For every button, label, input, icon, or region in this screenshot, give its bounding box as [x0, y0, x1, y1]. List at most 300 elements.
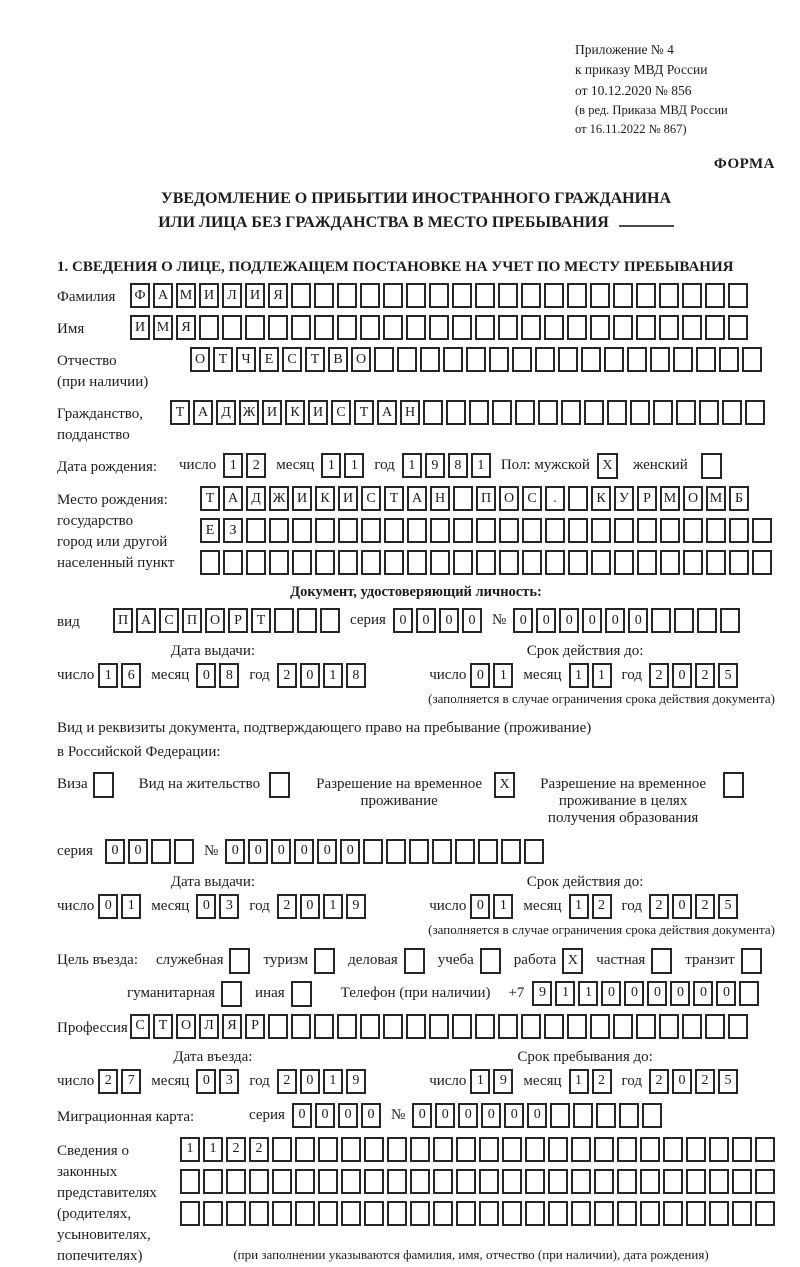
- char-box[interactable]: 0: [292, 1103, 312, 1128]
- char-box[interactable]: [617, 1169, 637, 1194]
- study-checkbox[interactable]: [480, 948, 501, 974]
- char-box[interactable]: [387, 1137, 407, 1162]
- char-box[interactable]: [423, 400, 443, 425]
- char-box[interactable]: [203, 1201, 223, 1226]
- char-box[interactable]: 0: [294, 839, 314, 864]
- char-box[interactable]: [320, 608, 340, 633]
- char-box[interactable]: [705, 1014, 725, 1039]
- char-box[interactable]: [659, 283, 679, 308]
- char-box[interactable]: 0: [672, 663, 692, 688]
- char-box[interactable]: 5: [718, 663, 738, 688]
- char-box[interactable]: [203, 1169, 223, 1194]
- char-box[interactable]: [272, 1169, 292, 1194]
- char-box[interactable]: [433, 1137, 453, 1162]
- char-box[interactable]: 0: [559, 608, 579, 633]
- char-box[interactable]: [429, 1014, 449, 1039]
- char-box[interactable]: [584, 400, 604, 425]
- char-box[interactable]: Т: [305, 347, 325, 372]
- char-box[interactable]: У: [614, 486, 634, 511]
- char-box[interactable]: [683, 550, 703, 575]
- char-box[interactable]: 9: [425, 453, 445, 478]
- char-box[interactable]: [337, 283, 357, 308]
- char-box[interactable]: [387, 1169, 407, 1194]
- char-box[interactable]: [246, 518, 266, 543]
- humanitarian-checkbox[interactable]: [221, 981, 242, 1007]
- char-box[interactable]: 1: [578, 981, 598, 1006]
- char-box[interactable]: [686, 1169, 706, 1194]
- char-box[interactable]: 1: [344, 453, 364, 478]
- char-box[interactable]: [452, 315, 472, 340]
- char-box[interactable]: [544, 1014, 564, 1039]
- char-box[interactable]: [636, 1014, 656, 1039]
- char-box[interactable]: 0: [196, 663, 216, 688]
- char-box[interactable]: Н: [400, 400, 420, 425]
- char-box[interactable]: [274, 608, 294, 633]
- char-box[interactable]: [501, 839, 521, 864]
- char-box[interactable]: [174, 839, 194, 864]
- char-box[interactable]: 0: [624, 981, 644, 1006]
- char-box[interactable]: 0: [601, 981, 621, 1006]
- char-box[interactable]: 0: [458, 1103, 478, 1128]
- char-box[interactable]: [466, 347, 486, 372]
- char-box[interactable]: А: [153, 283, 173, 308]
- char-box[interactable]: 0: [527, 1103, 547, 1128]
- char-box[interactable]: [269, 518, 289, 543]
- char-box[interactable]: [699, 400, 719, 425]
- private-checkbox[interactable]: [651, 948, 672, 974]
- char-box[interactable]: [617, 1137, 637, 1162]
- char-box[interactable]: [590, 1014, 610, 1039]
- char-box[interactable]: [337, 1014, 357, 1039]
- char-box[interactable]: [522, 550, 542, 575]
- char-box[interactable]: [410, 1137, 430, 1162]
- char-box[interactable]: 1: [323, 894, 343, 919]
- char-box[interactable]: Т: [354, 400, 374, 425]
- char-box[interactable]: [502, 1201, 522, 1226]
- char-box[interactable]: [292, 550, 312, 575]
- char-box[interactable]: 0: [340, 839, 360, 864]
- char-box[interactable]: [640, 1169, 660, 1194]
- char-box[interactable]: [268, 1014, 288, 1039]
- char-box[interactable]: [651, 608, 671, 633]
- char-box[interactable]: М: [706, 486, 726, 511]
- char-box[interactable]: [604, 347, 624, 372]
- char-box[interactable]: 9: [346, 1069, 366, 1094]
- char-box[interactable]: [407, 518, 427, 543]
- char-box[interactable]: 2: [98, 1069, 118, 1094]
- char-box[interactable]: [475, 315, 495, 340]
- char-box[interactable]: П: [113, 608, 133, 633]
- char-box[interactable]: 1: [471, 453, 491, 478]
- sex-male-checkbox[interactable]: X: [597, 453, 618, 479]
- char-box[interactable]: Б: [729, 486, 749, 511]
- char-box[interactable]: [709, 1137, 729, 1162]
- char-box[interactable]: [719, 347, 739, 372]
- char-box[interactable]: К: [285, 400, 305, 425]
- char-box[interactable]: [627, 347, 647, 372]
- char-box[interactable]: [706, 550, 726, 575]
- char-box[interactable]: [387, 1201, 407, 1226]
- char-box[interactable]: И: [199, 283, 219, 308]
- char-box[interactable]: [525, 1201, 545, 1226]
- char-box[interactable]: [567, 1014, 587, 1039]
- char-box[interactable]: [637, 550, 657, 575]
- business-checkbox[interactable]: [404, 948, 425, 974]
- char-box[interactable]: [446, 400, 466, 425]
- char-box[interactable]: [544, 283, 564, 308]
- char-box[interactable]: 7: [121, 1069, 141, 1094]
- char-box[interactable]: [453, 486, 473, 511]
- char-box[interactable]: [614, 518, 634, 543]
- char-box[interactable]: [453, 518, 473, 543]
- char-box[interactable]: [512, 347, 532, 372]
- char-box[interactable]: 8: [219, 663, 239, 688]
- char-box[interactable]: [722, 400, 742, 425]
- char-box[interactable]: 0: [504, 1103, 524, 1128]
- char-box[interactable]: О: [499, 486, 519, 511]
- char-box[interactable]: 0: [225, 839, 245, 864]
- char-box[interactable]: 3: [219, 894, 239, 919]
- char-box[interactable]: [522, 518, 542, 543]
- char-box[interactable]: [683, 518, 703, 543]
- char-box[interactable]: [745, 400, 765, 425]
- char-box[interactable]: 0: [105, 839, 125, 864]
- char-box[interactable]: 0: [481, 1103, 501, 1128]
- char-box[interactable]: [739, 981, 759, 1006]
- char-box[interactable]: Т: [153, 1014, 173, 1039]
- char-box[interactable]: [318, 1137, 338, 1162]
- char-box[interactable]: 0: [300, 1069, 320, 1094]
- char-box[interactable]: [607, 400, 627, 425]
- char-box[interactable]: [515, 400, 535, 425]
- char-box[interactable]: 0: [393, 608, 413, 633]
- char-box[interactable]: [613, 283, 633, 308]
- char-box[interactable]: [384, 518, 404, 543]
- char-box[interactable]: 5: [718, 1069, 738, 1094]
- char-box[interactable]: [341, 1169, 361, 1194]
- char-box[interactable]: 0: [271, 839, 291, 864]
- char-box[interactable]: [410, 1201, 430, 1226]
- char-box[interactable]: [590, 283, 610, 308]
- char-box[interactable]: [571, 1201, 591, 1226]
- char-box[interactable]: [383, 1014, 403, 1039]
- char-box[interactable]: 2: [695, 894, 715, 919]
- char-box[interactable]: [476, 518, 496, 543]
- char-box[interactable]: К: [315, 486, 335, 511]
- char-box[interactable]: 0: [672, 1069, 692, 1094]
- char-box[interactable]: [360, 1014, 380, 1039]
- official-checkbox[interactable]: [229, 948, 250, 974]
- char-box[interactable]: [755, 1137, 775, 1162]
- char-box[interactable]: 0: [462, 608, 482, 633]
- char-box[interactable]: [548, 1169, 568, 1194]
- char-box[interactable]: [545, 550, 565, 575]
- char-box[interactable]: [659, 1014, 679, 1039]
- char-box[interactable]: О: [190, 347, 210, 372]
- char-box[interactable]: [709, 1169, 729, 1194]
- char-box[interactable]: А: [223, 486, 243, 511]
- char-box[interactable]: [594, 1137, 614, 1162]
- char-box[interactable]: С: [282, 347, 302, 372]
- char-box[interactable]: [682, 315, 702, 340]
- char-box[interactable]: [682, 283, 702, 308]
- char-box[interactable]: [409, 839, 429, 864]
- char-box[interactable]: [364, 1169, 384, 1194]
- char-box[interactable]: [663, 1201, 683, 1226]
- char-box[interactable]: [364, 1201, 384, 1226]
- char-box[interactable]: [245, 315, 265, 340]
- char-box[interactable]: Л: [199, 1014, 219, 1039]
- char-box[interactable]: [314, 315, 334, 340]
- char-box[interactable]: [360, 283, 380, 308]
- char-box[interactable]: [729, 518, 749, 543]
- char-box[interactable]: [729, 550, 749, 575]
- char-box[interactable]: 1: [203, 1137, 223, 1162]
- char-box[interactable]: З: [223, 518, 243, 543]
- char-box[interactable]: 0: [317, 839, 337, 864]
- char-box[interactable]: 2: [277, 1069, 297, 1094]
- char-box[interactable]: 0: [536, 608, 556, 633]
- char-box[interactable]: [361, 550, 381, 575]
- char-box[interactable]: [660, 518, 680, 543]
- char-box[interactable]: 1: [493, 663, 513, 688]
- char-box[interactable]: 2: [695, 663, 715, 688]
- char-box[interactable]: [596, 1103, 616, 1128]
- char-box[interactable]: [315, 518, 335, 543]
- char-box[interactable]: 2: [277, 663, 297, 688]
- char-box[interactable]: [475, 1014, 495, 1039]
- transit-checkbox[interactable]: [741, 948, 762, 974]
- char-box[interactable]: М: [660, 486, 680, 511]
- char-box[interactable]: [705, 283, 725, 308]
- char-box[interactable]: А: [377, 400, 397, 425]
- char-box[interactable]: И: [292, 486, 312, 511]
- char-box[interactable]: [452, 283, 472, 308]
- char-box[interactable]: 0: [315, 1103, 335, 1128]
- char-box[interactable]: [561, 400, 581, 425]
- char-box[interactable]: Т: [170, 400, 190, 425]
- char-box[interactable]: С: [130, 1014, 150, 1039]
- char-box[interactable]: Р: [228, 608, 248, 633]
- char-box[interactable]: 0: [470, 894, 490, 919]
- char-box[interactable]: 0: [248, 839, 268, 864]
- char-box[interactable]: [406, 1014, 426, 1039]
- char-box[interactable]: 0: [647, 981, 667, 1006]
- char-box[interactable]: [594, 1169, 614, 1194]
- char-box[interactable]: [591, 550, 611, 575]
- char-box[interactable]: [383, 315, 403, 340]
- char-box[interactable]: [696, 347, 716, 372]
- char-box[interactable]: [337, 315, 357, 340]
- char-box[interactable]: [720, 608, 740, 633]
- tourism-checkbox[interactable]: [314, 948, 335, 974]
- char-box[interactable]: 1: [493, 894, 513, 919]
- char-box[interactable]: [502, 1137, 522, 1162]
- char-box[interactable]: Т: [251, 608, 271, 633]
- char-box[interactable]: [614, 550, 634, 575]
- char-box[interactable]: [455, 839, 475, 864]
- char-box[interactable]: 1: [470, 1069, 490, 1094]
- char-box[interactable]: [476, 550, 496, 575]
- char-box[interactable]: [682, 1014, 702, 1039]
- char-box[interactable]: Я: [222, 1014, 242, 1039]
- char-box[interactable]: [573, 1103, 593, 1128]
- char-box[interactable]: В: [328, 347, 348, 372]
- char-box[interactable]: 2: [249, 1137, 269, 1162]
- char-box[interactable]: [384, 550, 404, 575]
- char-box[interactable]: [498, 1014, 518, 1039]
- char-box[interactable]: [246, 550, 266, 575]
- char-box[interactable]: [619, 1103, 639, 1128]
- char-box[interactable]: 2: [695, 1069, 715, 1094]
- char-box[interactable]: 3: [219, 1069, 239, 1094]
- char-box[interactable]: [706, 518, 726, 543]
- char-box[interactable]: [456, 1137, 476, 1162]
- char-box[interactable]: [397, 347, 417, 372]
- char-box[interactable]: [755, 1169, 775, 1194]
- char-box[interactable]: [568, 518, 588, 543]
- char-box[interactable]: С: [522, 486, 542, 511]
- char-box[interactable]: [361, 518, 381, 543]
- char-box[interactable]: [432, 839, 452, 864]
- char-box[interactable]: [295, 1169, 315, 1194]
- char-box[interactable]: [292, 518, 312, 543]
- char-box[interactable]: [295, 1137, 315, 1162]
- char-box[interactable]: [151, 839, 171, 864]
- char-box[interactable]: [479, 1169, 499, 1194]
- char-box[interactable]: [341, 1137, 361, 1162]
- char-box[interactable]: [613, 1014, 633, 1039]
- char-box[interactable]: [498, 283, 518, 308]
- char-box[interactable]: [567, 283, 587, 308]
- char-box[interactable]: [410, 1169, 430, 1194]
- char-box[interactable]: И: [338, 486, 358, 511]
- char-box[interactable]: [568, 486, 588, 511]
- char-box[interactable]: [640, 1137, 660, 1162]
- char-box[interactable]: [443, 347, 463, 372]
- char-box[interactable]: [341, 1201, 361, 1226]
- char-box[interactable]: [420, 347, 440, 372]
- char-box[interactable]: [752, 518, 772, 543]
- char-box[interactable]: [650, 347, 670, 372]
- char-box[interactable]: [535, 347, 555, 372]
- char-box[interactable]: [732, 1137, 752, 1162]
- char-box[interactable]: [406, 283, 426, 308]
- char-box[interactable]: [479, 1137, 499, 1162]
- char-box[interactable]: [581, 347, 601, 372]
- other-checkbox[interactable]: [291, 981, 312, 1007]
- char-box[interactable]: [502, 1169, 522, 1194]
- char-box[interactable]: 1: [569, 663, 589, 688]
- char-box[interactable]: [521, 283, 541, 308]
- char-box[interactable]: [709, 1201, 729, 1226]
- char-box[interactable]: [659, 315, 679, 340]
- char-box[interactable]: [705, 315, 725, 340]
- char-box[interactable]: [291, 315, 311, 340]
- char-box[interactable]: И: [130, 315, 150, 340]
- char-box[interactable]: И: [245, 283, 265, 308]
- char-box[interactable]: 0: [128, 839, 148, 864]
- char-box[interactable]: 0: [470, 663, 490, 688]
- char-box[interactable]: 0: [196, 894, 216, 919]
- char-box[interactable]: М: [153, 315, 173, 340]
- char-box[interactable]: [363, 839, 383, 864]
- char-box[interactable]: [338, 518, 358, 543]
- char-box[interactable]: [297, 608, 317, 633]
- char-box[interactable]: [249, 1201, 269, 1226]
- char-box[interactable]: 0: [716, 981, 736, 1006]
- char-box[interactable]: [538, 400, 558, 425]
- char-box[interactable]: 1: [323, 1069, 343, 1094]
- char-box[interactable]: [630, 400, 650, 425]
- char-box[interactable]: [674, 608, 694, 633]
- visa-checkbox[interactable]: [93, 772, 114, 798]
- char-box[interactable]: [686, 1201, 706, 1226]
- char-box[interactable]: 0: [439, 608, 459, 633]
- char-box[interactable]: [742, 347, 762, 372]
- char-box[interactable]: 0: [582, 608, 602, 633]
- char-box[interactable]: Я: [268, 283, 288, 308]
- char-box[interactable]: 9: [532, 981, 552, 1006]
- char-box[interactable]: М: [176, 283, 196, 308]
- temp-residence-checkbox[interactable]: X: [494, 772, 515, 798]
- char-box[interactable]: [673, 347, 693, 372]
- char-box[interactable]: [226, 1201, 246, 1226]
- char-box[interactable]: 0: [672, 894, 692, 919]
- char-box[interactable]: [755, 1201, 775, 1226]
- char-box[interactable]: 0: [412, 1103, 432, 1128]
- temp-residence-education-checkbox[interactable]: [723, 772, 744, 798]
- char-box[interactable]: [663, 1137, 683, 1162]
- char-box[interactable]: [591, 518, 611, 543]
- char-box[interactable]: 1: [555, 981, 575, 1006]
- char-box[interactable]: [475, 283, 495, 308]
- char-box[interactable]: [180, 1169, 200, 1194]
- char-box[interactable]: [478, 839, 498, 864]
- char-box[interactable]: Е: [259, 347, 279, 372]
- char-box[interactable]: [406, 315, 426, 340]
- char-box[interactable]: [315, 550, 335, 575]
- char-box[interactable]: 1: [323, 663, 343, 688]
- char-box[interactable]: 8: [346, 663, 366, 688]
- char-box[interactable]: 0: [361, 1103, 381, 1128]
- char-box[interactable]: [548, 1137, 568, 1162]
- char-box[interactable]: [430, 550, 450, 575]
- char-box[interactable]: 0: [628, 608, 648, 633]
- char-box[interactable]: [568, 550, 588, 575]
- char-box[interactable]: 2: [592, 894, 612, 919]
- char-box[interactable]: [222, 315, 242, 340]
- char-box[interactable]: 0: [670, 981, 690, 1006]
- char-box[interactable]: [492, 400, 512, 425]
- char-box[interactable]: 2: [277, 894, 297, 919]
- char-box[interactable]: 1: [223, 453, 243, 478]
- char-box[interactable]: [386, 839, 406, 864]
- char-box[interactable]: [479, 1201, 499, 1226]
- char-box[interactable]: [642, 1103, 662, 1128]
- char-box[interactable]: Н: [430, 486, 450, 511]
- char-box[interactable]: Ж: [269, 486, 289, 511]
- char-box[interactable]: 0: [98, 894, 118, 919]
- char-box[interactable]: [498, 315, 518, 340]
- char-box[interactable]: [550, 1103, 570, 1128]
- char-box[interactable]: К: [591, 486, 611, 511]
- char-box[interactable]: [524, 839, 544, 864]
- char-box[interactable]: [269, 550, 289, 575]
- char-box[interactable]: [617, 1201, 637, 1226]
- char-box[interactable]: [567, 315, 587, 340]
- char-box[interactable]: [226, 1169, 246, 1194]
